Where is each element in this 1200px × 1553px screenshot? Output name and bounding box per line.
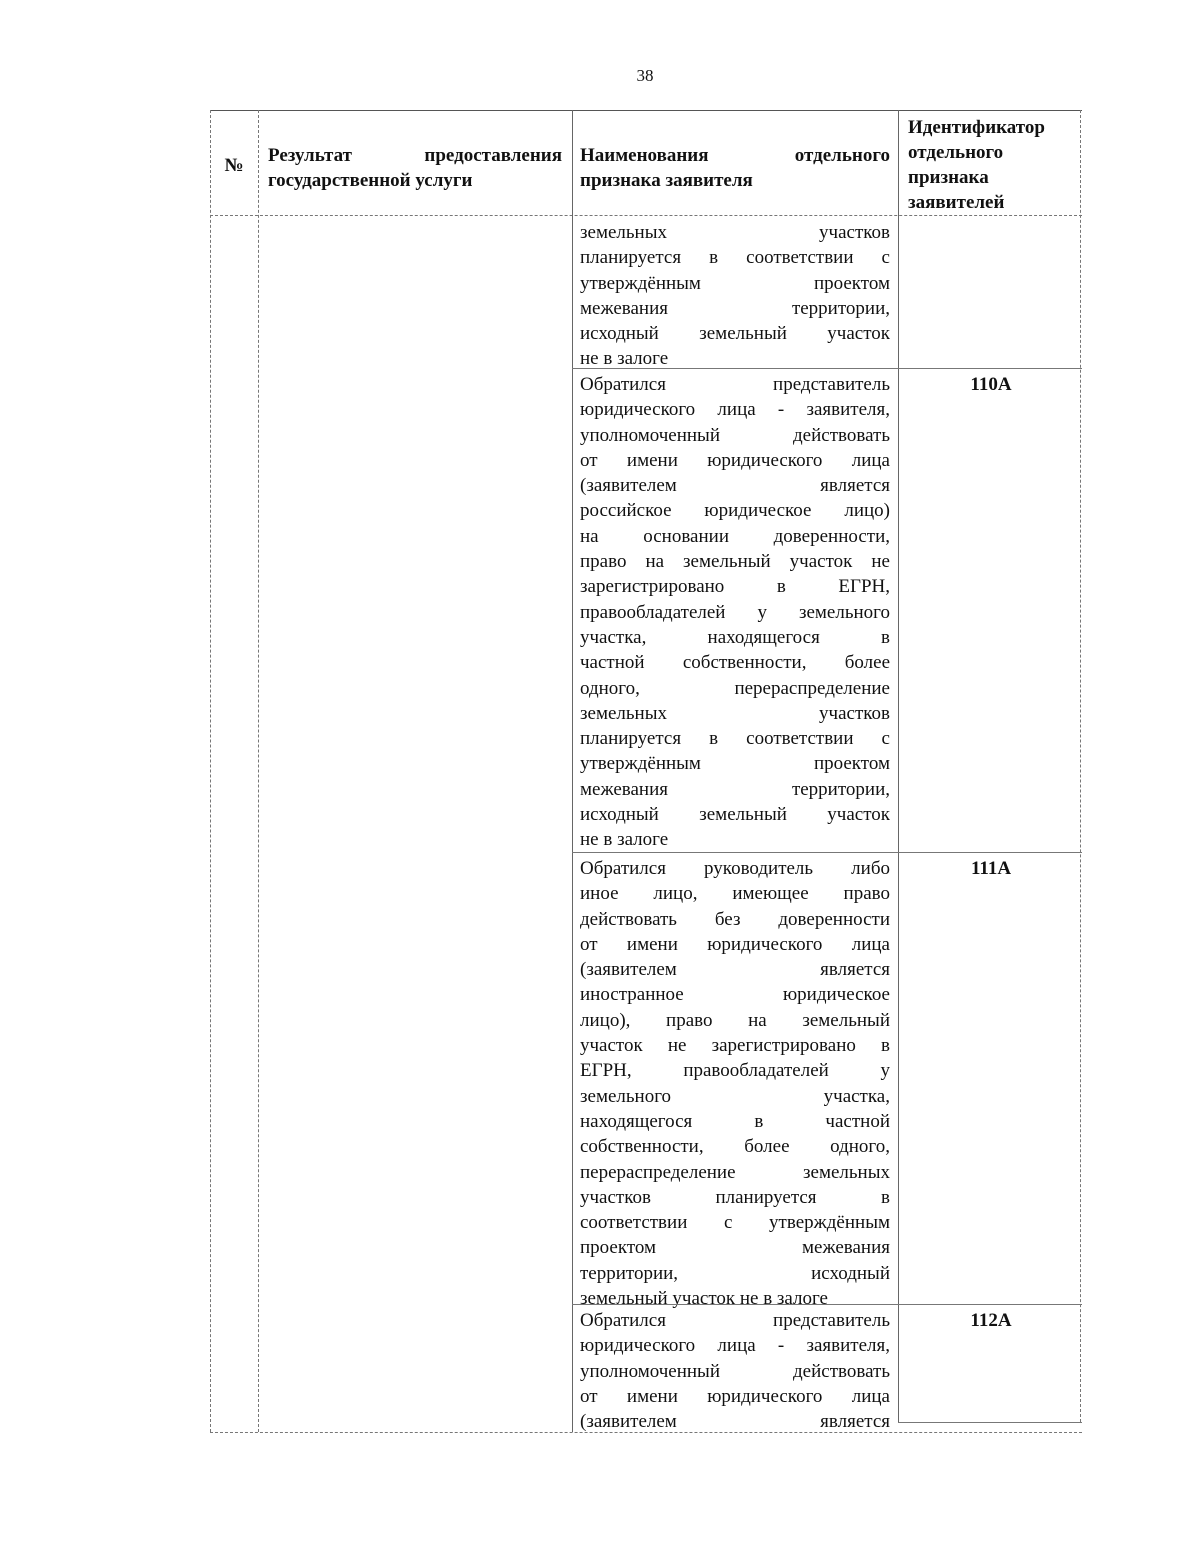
text-line: не в залоге: [580, 829, 669, 851]
text-line: ЕГРН, правообладателей у: [580, 1060, 890, 1082]
text-line: соответствии с утверждённым: [580, 1212, 890, 1234]
text-line: российское юридическое лицо): [580, 500, 890, 522]
text-line: планируется в соответствии с: [580, 247, 890, 269]
text-line: от имени юридического лица: [580, 449, 890, 471]
text-line: одного, перераспределение: [580, 677, 890, 699]
text-line: (заявителем является: [580, 475, 890, 497]
text-line: действовать без доверенности: [580, 908, 890, 930]
text-line: от имени юридического лица: [580, 1385, 890, 1407]
text-line: лицо), право на земельный: [580, 1009, 890, 1031]
attribute-text-112a: [572, 1304, 898, 1434]
text-line: проектом межевания: [580, 1237, 890, 1259]
page-number: 38: [636, 66, 654, 85]
text-line: частной собственности, более: [580, 652, 890, 674]
attribute-id-112a: 112А: [970, 1310, 1012, 1331]
text-line: участка, находящегося в: [580, 626, 890, 648]
text-line: земельных участков: [580, 702, 890, 724]
text-line: зарегистрировано в ЕГРН,: [580, 576, 890, 598]
attribute-text-continued: [572, 216, 898, 372]
text-line: межевания территории,: [580, 778, 890, 800]
text-line: (заявителем является: [580, 1411, 890, 1433]
text-line: исходный земельный участок: [580, 323, 890, 345]
column-divider-1: [258, 110, 259, 1432]
text-line: уполномоченный действовать: [580, 1360, 890, 1382]
text-line: планируется в соответствии с: [580, 728, 890, 750]
text-line: правообладателей у земельного: [580, 601, 890, 623]
attribute-text-111a: [572, 852, 898, 1311]
text-line: утверждённым проектом: [580, 753, 890, 775]
text-line: Обратился представитель: [580, 1310, 890, 1331]
attribute-text-110a: [572, 368, 898, 853]
text-line: Обратился руководитель либо: [580, 858, 890, 879]
text-line: участков планируется в: [580, 1186, 890, 1208]
text-line: юридического лица - заявителя,: [580, 1335, 890, 1357]
table-header: [210, 110, 1082, 216]
text-line: Обратился представитель: [580, 374, 890, 395]
text-line: юридического лица - заявителя,: [580, 399, 890, 421]
text-line: иностранное юридическое: [580, 984, 890, 1006]
text-line: земельного участка,: [580, 1085, 890, 1107]
header-attribute-id: Идентификатор отдельного признака заявителей: [908, 117, 1045, 213]
table-bottom-border: [210, 1432, 1082, 1433]
header-number: №: [224, 155, 244, 176]
text-line: право на земельный участок не: [580, 551, 890, 573]
text-line: не в залоге: [580, 348, 669, 370]
text-line: участок не зарегистрировано в: [580, 1035, 890, 1057]
text-line: земельный участок не в залоге: [580, 1288, 828, 1310]
text-line: перераспределение земельных: [580, 1161, 890, 1183]
left-border: [210, 110, 211, 1432]
text-line: от имени юридического лица: [580, 933, 890, 955]
text-line: утверждённым проектом: [580, 272, 890, 294]
column-divider-3: [898, 110, 899, 1422]
attribute-id-111a: 111А: [970, 858, 1012, 879]
text-line: собственности, более одного,: [580, 1136, 890, 1158]
right-border: [1080, 110, 1081, 1422]
text-line: территории, исходный: [580, 1262, 890, 1284]
text-line: уполномоченный действовать: [580, 424, 890, 446]
right-columns-bottom: [898, 1422, 1082, 1423]
text-line: иное лицо, имеющее право: [580, 883, 890, 905]
text-line: межевания территории,: [580, 297, 890, 319]
header-attribute-name: Наименования отдельного признака заявителя: [580, 145, 890, 191]
text-line: находящегося в частной: [580, 1110, 890, 1132]
attribute-id-110a: 110А: [970, 374, 1012, 395]
text-line: исходный земельный участок: [580, 804, 890, 826]
text-line: земельных участков: [580, 222, 890, 243]
text-line: (заявителем является: [580, 959, 890, 981]
text-line: на основании доверенности,: [580, 525, 890, 547]
header-result: Результат предоставления государственной услуги: [268, 145, 562, 191]
